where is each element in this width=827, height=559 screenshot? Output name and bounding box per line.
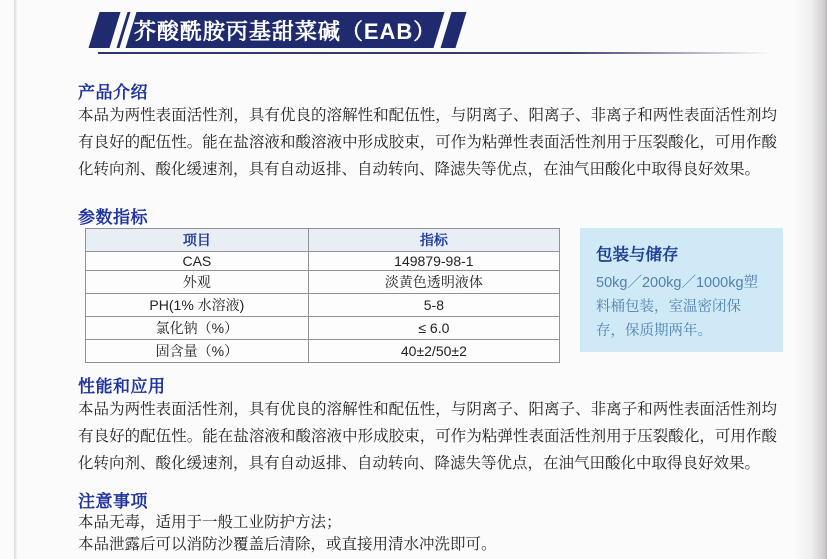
banner-wedge-decoration xyxy=(440,12,466,48)
packaging-heading: 包装与储存 xyxy=(596,246,679,264)
banner-title-plate xyxy=(125,12,444,48)
table-cell-item: CAS xyxy=(86,252,309,271)
banner-accent-parallelogram xyxy=(88,12,120,48)
table-header-spec: 指标 xyxy=(308,229,559,252)
note-line: 本品无毒，适用于一般工业防护方法； xyxy=(78,514,342,531)
table-header-row xyxy=(86,229,560,252)
note-line: 本品泄露后可以消防沙覆盖后清除，或直接用清水冲洗即可。 xyxy=(78,536,497,553)
table-row xyxy=(86,252,560,271)
performance-paragraph: 本品为两性表面活性剂，具有优良的溶解性和配伍性，与阴离子、阳离子、非离子和两性表面活性剂均有良好的配伍性。能在盐溶液和酸溶液中形成胶束，可作为粘弹性表面活性剂用于压裂酸化，可用作酸化转向剂、酸化缓速剂，具有自动返排、自动转向、降滤失等优点，在油气田酸化中取得良好效果。 xyxy=(78,401,777,472)
section-heading-performance: 性能和应用 xyxy=(78,377,166,396)
page-curve-shadow xyxy=(793,0,827,559)
table-cell-spec: ≤ 6.0 xyxy=(308,317,559,340)
intro-paragraph: 本品为两性表面活性剂，具有优良的溶解性和配伍性，与阴离子、阳离子、非离子和两性表面活性剂均有良好的配伍性。能在盐溶液和酸溶液中形成胶束，可作为粘弹性表面活性剂用于压裂酸化，可用作酸化转向剂、酸化缓速剂，具有自动返排、自动转向、降滤失等优点，在油气田酸化中取得良好效果。 xyxy=(78,107,777,178)
table-row xyxy=(86,340,560,363)
table-cell-item: 固含量（%） xyxy=(86,340,309,363)
table-cell-spec: 淡黄色透明液体 xyxy=(308,271,559,294)
table-cell-item: PH(1% 水溶液) xyxy=(86,294,309,317)
table-cell-spec: 5-8 xyxy=(308,294,559,317)
section-heading-params: 参数指标 xyxy=(78,208,148,227)
spec-table xyxy=(85,228,560,363)
title-banner xyxy=(0,0,827,70)
page-fold-line xyxy=(14,0,17,559)
table-header-item: 项目 xyxy=(86,229,309,252)
table-row xyxy=(86,271,560,294)
section-heading-intro: 产品介绍 xyxy=(78,83,148,102)
page-title: 芥酸酰胺丙基甜菜碱（EAB） xyxy=(133,18,437,44)
table-cell-item: 外观 xyxy=(86,271,309,294)
table-cell-spec: 40±2/50±2 xyxy=(308,340,559,363)
packaging-storage-box xyxy=(580,228,783,352)
table-cell-item: 氯化钠（%） xyxy=(86,317,309,340)
table-row xyxy=(86,317,560,340)
packaging-body: 50kg／200kg／1000kg塑料桶包装，室温密闭保存，保质期两年。 xyxy=(596,275,759,339)
table-row xyxy=(86,294,560,317)
banner-underline-rule xyxy=(98,52,770,54)
section-heading-notes: 注意事项 xyxy=(78,492,148,511)
table-cell-spec: 149879-98-1 xyxy=(308,252,559,271)
